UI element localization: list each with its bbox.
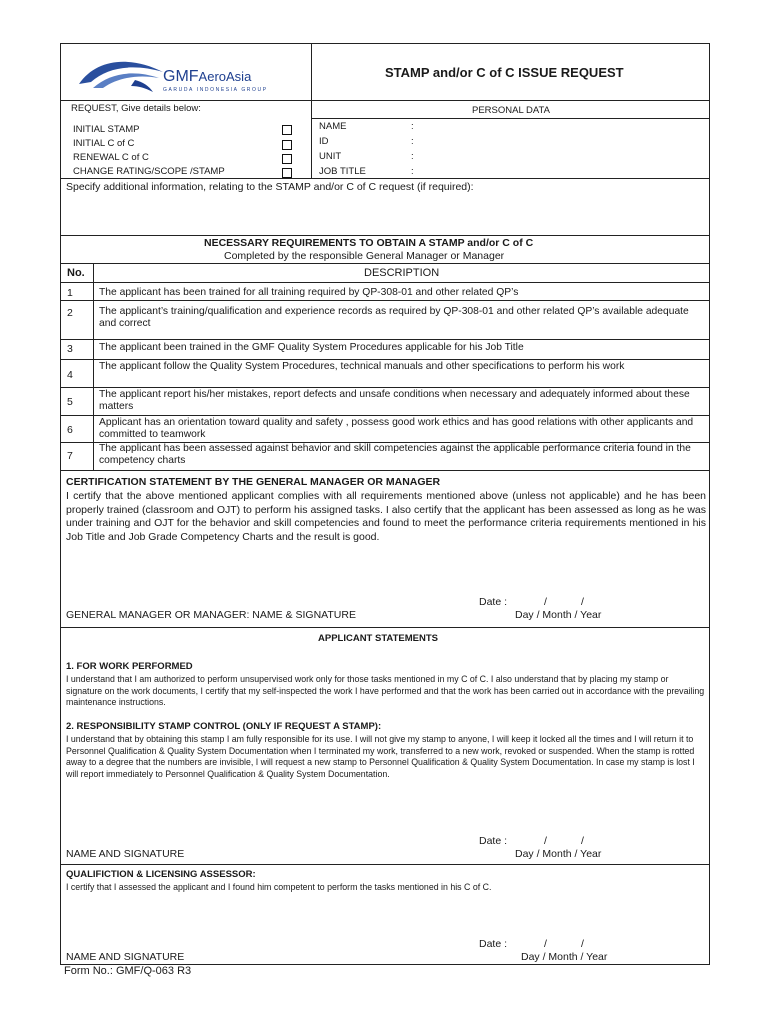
row-description: The applicant’s training/qualification and experience records as required by QP-308-01 and other related QP’s available adequate and correct [99, 306, 689, 329]
row-description: The applicant has been trained for all training required by QP-308-01 and other related QP’s [99, 287, 519, 298]
unit-sep: : [411, 151, 414, 162]
assessor-date-label: Date : [479, 938, 508, 950]
gm-date-label: Date : [479, 596, 508, 608]
row-rule [61, 339, 709, 340]
row-description: The applicant been trained in the GMF Quality System Procedures applicable for his Job Title [99, 342, 524, 353]
requirements-end-rule [61, 470, 709, 471]
row-number: 4 [67, 369, 73, 381]
renewal-coc-checkbox[interactable] [282, 154, 292, 164]
assessor-date-slash: / [544, 938, 547, 950]
row-number: 6 [67, 424, 73, 436]
id-field[interactable] [417, 135, 707, 148]
assessor-title: QUALIFICTION & LICENSING ASSESSOR: [66, 869, 256, 880]
applicant-date-format: Day / Month / Year [515, 848, 602, 860]
applicant-date-label: Date : [479, 835, 508, 847]
gm-signature-label: GENERAL MANAGER OR MANAGER: NAME & SIGNATURE [66, 609, 356, 621]
row-rule [61, 359, 709, 360]
applicant-date-slash: / [581, 835, 584, 847]
work-performed-title: 1. FOR WORK PERFORMED [66, 661, 193, 672]
row-description: The applicant follow the Quality System Procedures, technical manuals and other specifications to perform his work [99, 361, 625, 372]
gm-date-slash: / [581, 596, 584, 608]
id-label: ID [319, 136, 329, 147]
gm-date-field[interactable] [517, 594, 607, 608]
work-performed-text: I understand that I am authorized to perform unsupervised work only for those tasks mentioned in my C of C. I also understand that by placing my stamp or signature on the work documents, I certify that my self-inspected the work I have performed and that the work has been carried out in accordance with the prevailing maintenance instructions. [66, 674, 705, 707]
name-sep: : [411, 121, 414, 132]
option-initial-stamp-label: INITIAL STAMP [73, 124, 140, 135]
applicant-statements-title: APPLICANT STATEMENTS [318, 633, 438, 644]
row-rule [61, 387, 709, 388]
gm-date-format: Day / Month / Year [515, 609, 602, 621]
assessor-date-field[interactable] [517, 936, 607, 950]
job-title-label: JOB TITLE [319, 166, 366, 177]
row-number: 1 [67, 287, 73, 299]
row-number: 7 [67, 450, 73, 462]
request-heading: REQUEST, Give details below: [71, 103, 201, 114]
additional-info-label: Specify additional information, relating to the STAMP and/or C of C request (if required): [66, 181, 474, 193]
assessor-date-slash: / [581, 938, 584, 950]
additional-info-rule [61, 235, 709, 236]
stamp-control-text: I understand that by obtaining this stamp I am fully responsible for its use. I will not give my stamp to anyone, I will keep it locked all the times and I will return it to Personnel Qualification & Quality System Documentation when I terminated my work, transferred to a new work, revoked or suspended. When the stamp is rotted away to a degree that the numbers are invisible, I will request a new stamp to Personnel Qualification & Quality System Documentation. In case my stamp is lost I will report immediately to Personnel Qualification & Quality System Documentation. [66, 734, 695, 779]
applicant-signature-field[interactable] [65, 804, 465, 848]
row-rule [61, 300, 709, 301]
form-title: STAMP and/or C of C ISSUE REQUEST [385, 65, 624, 80]
personal-heading-rule [311, 118, 709, 119]
certification-title: CERTIFICATION STATEMENT BY THE GENERAL MANAGER OR MANAGER [66, 476, 441, 488]
applicant-date-slash: / [544, 835, 547, 847]
logo-brand: GMFAeroAsia [163, 68, 252, 85]
no-column-divider [93, 263, 94, 470]
header-divider [311, 44, 312, 178]
header-rule [61, 100, 709, 101]
applicant-date-field[interactable] [517, 833, 607, 847]
assessor-text: I certify that I assessed the applicant and I found him competent to perform the tasks mentioned in his C of C. [66, 882, 492, 892]
garuda-bird-icon [75, 54, 165, 96]
name-field[interactable] [417, 120, 707, 133]
name-label: NAME [319, 121, 347, 132]
gm-signature-field[interactable] [65, 564, 465, 608]
applicant-signature-label: NAME AND SIGNATURE [66, 848, 185, 860]
assessor-date-format: Day / Month / Year [521, 951, 608, 963]
personal-data-heading: PERSONAL DATA [472, 105, 550, 116]
row-description: The applicant report his/her mistakes, report defects and unsafe conditions when necessary and adequately informed about these matters [99, 389, 690, 412]
row-rule [61, 415, 709, 416]
col-no-header: No. [67, 267, 85, 279]
col-description-header: DESCRIPTION [364, 267, 440, 279]
form-number: Form No.: GMF/Q-063 R3 [64, 965, 192, 977]
row-number: 3 [67, 343, 73, 355]
requirements-title: NECESSARY REQUIREMENTS TO OBTAIN A STAMP and/or C of C [204, 237, 534, 249]
table-header-rule [61, 282, 709, 283]
certification-end-rule [61, 627, 709, 628]
gmf-logo [75, 54, 285, 96]
option-renewal-coc-label: RENEWAL C of C [73, 152, 149, 163]
job-title-field[interactable] [417, 165, 707, 178]
job-title-sep: : [411, 166, 414, 177]
requirements-subtitle: Completed by the responsible General Manager or Manager [224, 250, 505, 262]
row-description: The applicant has been assessed against behavior and skill competencies against the applicable performance criteria found in the competency charts [99, 443, 691, 466]
option-change-rating-label: CHANGE RATING/SCOPE /STAMP [73, 166, 225, 177]
option-initial-coc-label: INITIAL C of C [73, 138, 135, 149]
assessor-signature-field[interactable] [65, 906, 465, 950]
requirements-title-rule [61, 263, 709, 264]
applicant-end-rule [61, 864, 709, 865]
row-number: 5 [67, 396, 73, 408]
logo-subtitle: GARUDA INDONESIA GROUP [163, 87, 268, 93]
id-sep: : [411, 136, 414, 147]
assessor-signature-label: NAME AND SIGNATURE [66, 951, 185, 963]
certification-text: I certify that the above mentioned applicant complies with all requirements mentioned above (unless not applicable) and he has been properly trained (classroom and OJT) to perform his assigned tasks. I also certify that the applicant has been assessed as long as he was under training and OJT for the behavior and skill competencies and found to meet the performance criteria requirements mentioned in his Job Title and Job Grade Competency Charts and the result is good. [66, 490, 706, 543]
stamp-control-title: 2. RESPONSIBILITY STAMP CONTROL (ONLY IF REQUEST A STAMP): [66, 721, 382, 732]
initial-stamp-checkbox[interactable] [282, 125, 292, 135]
stamp-request-form [60, 43, 710, 965]
unit-label: UNIT [319, 151, 342, 162]
row-number: 2 [67, 307, 73, 319]
change-rating-checkbox[interactable] [282, 168, 292, 178]
row-description: Applicant has an orientation toward quality and safety , possess good work ethics and has good relations with other applicants and committed to teamwork [99, 417, 694, 440]
gm-date-slash: / [544, 596, 547, 608]
additional-info-field[interactable] [65, 196, 705, 232]
initial-coc-checkbox[interactable] [282, 140, 292, 150]
request-section-rule [61, 178, 709, 179]
unit-field[interactable] [417, 150, 707, 163]
